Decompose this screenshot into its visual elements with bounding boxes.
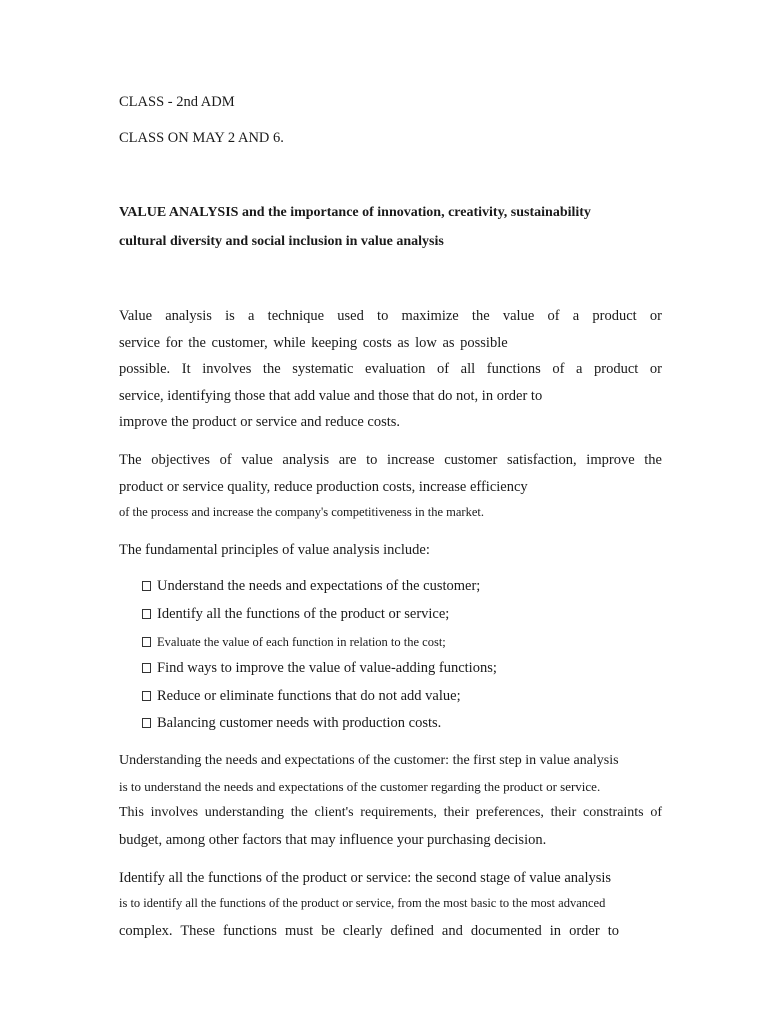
checkbox-icon — [142, 581, 151, 591]
understanding-line: Understanding the needs and expectations of the customer: the first step in value analysis — [119, 753, 619, 768]
checkbox-icon — [142, 718, 151, 728]
list-item: Understand the needs and expectations of the customer; — [142, 577, 480, 595]
intro-line: improve the product or service and reduce costs. — [119, 414, 401, 430]
list-item: Evaluate the value of each function in relation to the cost; — [142, 633, 446, 651]
checkbox-icon — [142, 609, 151, 619]
identify-line: is to identify all the functions of the product or service, from the most basic to the most advanced — [119, 896, 606, 910]
class-line: CLASS - 2nd ADM — [119, 94, 235, 110]
intro-line: service for the customer, while keeping costs as low as possible — [119, 335, 508, 351]
objectives-line: The objectives of value analysis are to increase customer satisfaction, improve the — [119, 452, 662, 468]
list-item: Balancing customer needs with production costs. — [142, 714, 441, 732]
title-bold-lead: VALUE ANALYSIS — [119, 205, 239, 220]
intro-line: service, identifying those that add value and those that do not, in order to — [119, 388, 543, 404]
identify-line: complex. These functions must be clearly defined and documented in order to — [119, 923, 619, 939]
list-item: Find ways to improve the value of value-adding functions; — [142, 659, 497, 677]
title-line-1-rest: and the importance of innovation, creativity, sustainability — [238, 205, 591, 220]
document-title-line-2: cultural diversity and social inclusion in value analysis — [119, 234, 444, 249]
objectives-line: of the process and increase the company's competitiveness in the market. — [119, 505, 484, 519]
dates-line: CLASS ON MAY 2 AND 6. — [119, 130, 284, 146]
list-item: Reduce or eliminate functions that do not add value; — [142, 687, 461, 705]
intro-line: Value analysis is a technique used to maximize the value of a product or — [119, 308, 662, 324]
identify-line: Identify all the functions of the product or service: the second stage of value analysis — [119, 870, 612, 886]
understanding-line: budget, among other factors that may influence your purchasing decision. — [119, 832, 547, 848]
objectives-line: product or service quality, reduce production costs, increase efficiency — [119, 479, 528, 495]
checkbox-icon — [142, 691, 151, 701]
document-title-line-1 — [119, 204, 591, 222]
checkbox-icon — [142, 663, 151, 673]
checkbox-icon — [142, 637, 151, 647]
understanding-line: is to understand the needs and expectations of the customer regarding the product or service. — [119, 779, 601, 794]
intro-line: possible. It involves the systematic evaluation of all functions of a product or — [119, 361, 662, 377]
principles-heading: The fundamental principles of value analysis include: — [119, 542, 430, 558]
list-item: Identify all the functions of the product or service; — [142, 605, 449, 623]
understanding-line: This involves understanding the client's requirements, their preferences, their constraints of — [119, 805, 662, 820]
